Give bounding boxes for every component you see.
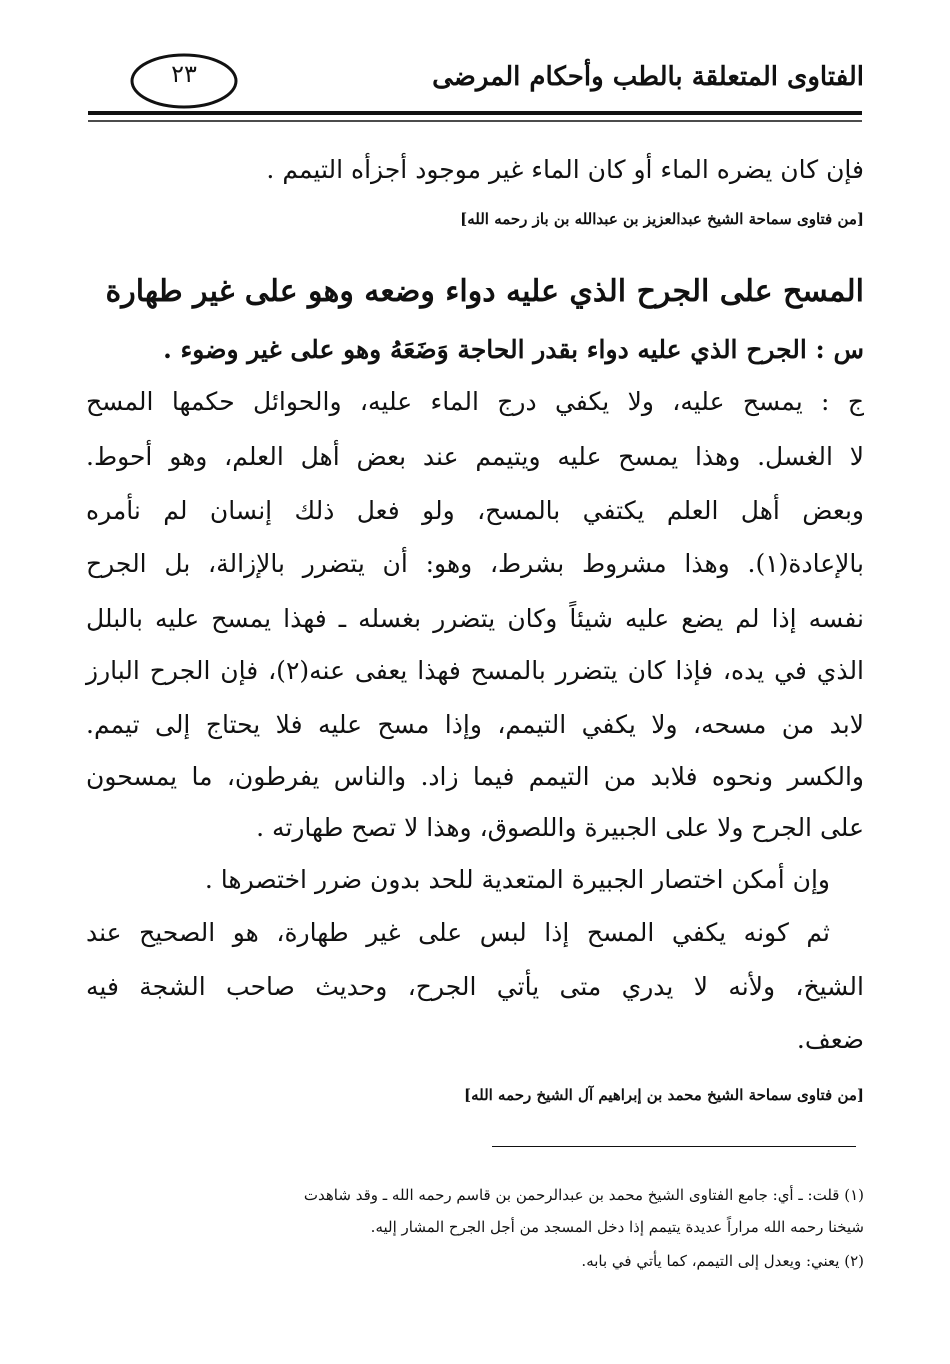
footnote-2: (٢) يعني: ويعدل إلى التيمم، كما يأتي في بابه.: [581, 1252, 864, 1270]
page-number: ٢٣: [171, 60, 197, 88]
source-citation-1: [من فتاوى سماحة الشيخ عبدالعزيز بن عبدالله بن باز رحمه الله]: [460, 210, 864, 228]
running-header-title: الفتاوى المتعلقة بالطب وأحكام المرضى: [432, 62, 864, 92]
paragraph-3-line-2: الشيخ، ولأنه لا يدري متى يأتي الجرح، وحديث صاحب الشجة فيه: [86, 972, 864, 1001]
paragraph-3-line-1: ثم كونه يكفي المسح إذا لبس على غير طهارة، هو الصحيح عند: [86, 918, 830, 947]
header-rule: [88, 110, 862, 126]
answer-line-1: ج : يمسح عليه، ولا يكفي درج الماء عليه، والحوائل حكمها المسح: [86, 387, 864, 416]
answer-line-8: والكسر ونحوه فلابد من التيمم فيما زاد. والناس يفرطون، ما يمسحون: [86, 762, 864, 791]
answer-line-5: نفسه إذا لم يضع عليه شيئاً وكان يتضرر بغسله ـ فهذا يمسح عليه بالبلل: [86, 604, 864, 633]
answer-line-4: بالإعادة(١). وهذا مشروط بشرط، وهو: أن يتضرر بالإزالة، بل الجرح: [86, 549, 864, 578]
answer-line-3: وبعض أهل العلم يكتفي بالمسح، ولو فعل ذلك إنسان لم نأمره: [86, 496, 864, 525]
question-line: س : الجرح الذي عليه دواء بقدر الحاجة وَضَعَهُ وهو على غير وضوء .: [163, 335, 864, 364]
answer-line-9: على الجرح ولا على الجبيرة واللصوق، وهذا لا تصح طهارته .: [256, 813, 864, 842]
footnote-1-line-2: شيخنا رحمه الله مراراً عديدة يتيمم إذا دخل المسجد من أجل الجرح المشار إليه.: [370, 1218, 864, 1236]
section-heading: المسح على الجرح الذي عليه دواء وضعه وهو على غير طهارة: [105, 274, 864, 309]
paragraph-3-line-3: ضعف.: [796, 1025, 864, 1054]
answer-line-7: لابد من مسحه، ولا يكفي التيمم، وإذا مسح عليه فلا يحتاج إلى تيمم.: [86, 710, 864, 739]
answer-line-6: الذي في يده، فإذا كان يتضرر بالمسح فهذا يعفى عنه(٢)، فإن الجرح البارز: [86, 656, 865, 685]
paragraph-2: وإن أمكن اختصار الجبيرة المتعدية للحد بدون ضرر اختصرها .: [204, 865, 830, 894]
answer-line-2: لا الغسل. وهذا يمسح عليه ويتيمم عند بعض أهل العلم، وهو أحوط.: [86, 442, 864, 471]
footnote-1-line-1: (١) قلت: ـ أي: جامع الفتاوى الشيخ محمد بن عبدالرحمن بن قاسم رحمه الله ـ وقد شاهدت: [303, 1186, 864, 1204]
footnote-separator: [492, 1146, 856, 1147]
source-citation-2: [من فتاوى سماحة الشيخ محمد بن إبراهيم آل الشيخ رحمه الله]: [463, 1086, 864, 1104]
body-line-1: فإن كان يضره الماء أو كان الماء غير موجود أجزأه التيمم .: [266, 155, 864, 184]
